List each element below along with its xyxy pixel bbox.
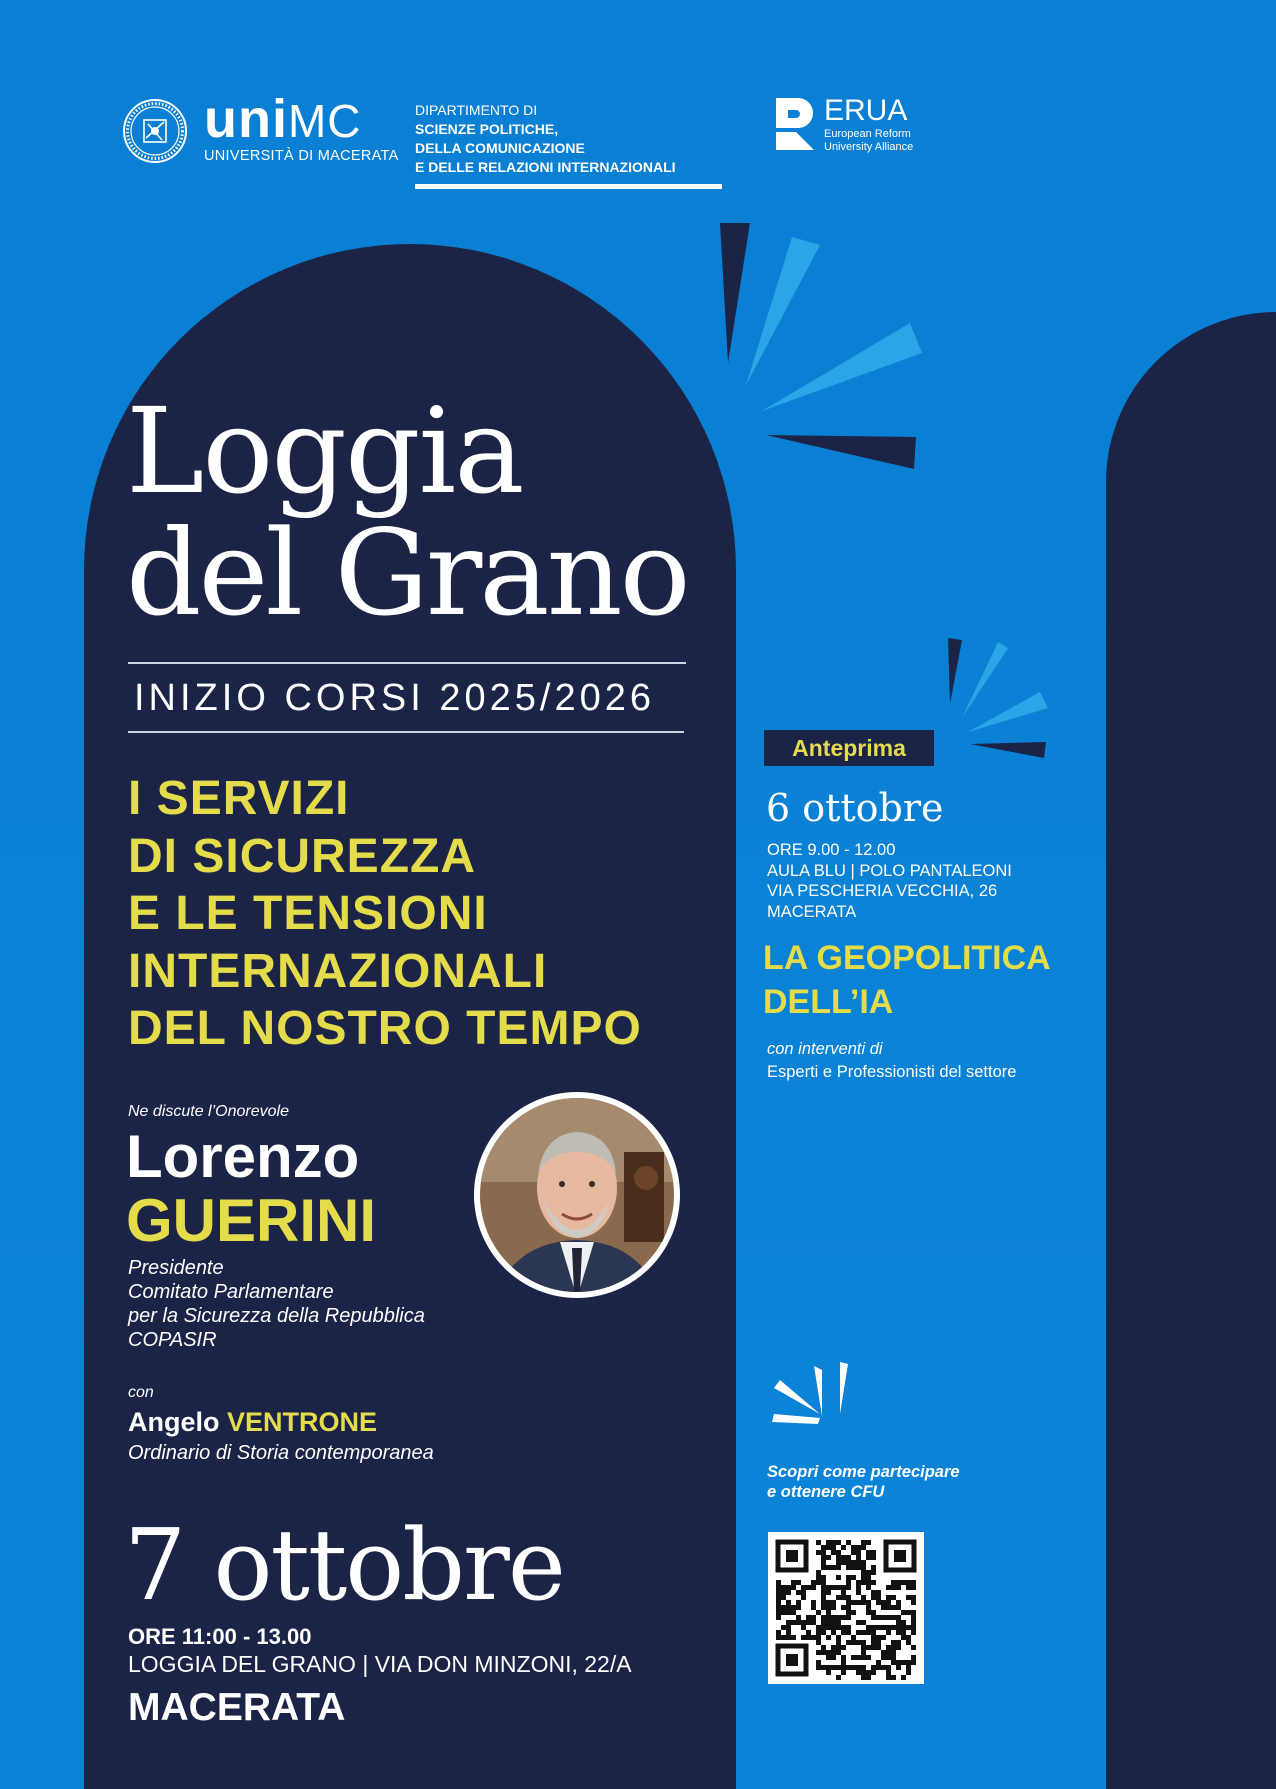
- preview-badge-label: Anteprima: [792, 735, 906, 761]
- qr-code[interactable]: [768, 1532, 924, 1684]
- topic-line-2: DI SICUREZZA: [128, 829, 476, 883]
- speaker-role-line-2: Comitato Parlamentare: [128, 1281, 334, 1303]
- preview-details: [767, 840, 1012, 922]
- unimc-logo-uni: uni: [204, 89, 288, 149]
- preview-time: ORE 9.00 - 12.00: [767, 841, 896, 859]
- department-name: [415, 101, 735, 177]
- preview-address: VIA PESCHERIA VECCHIA, 26: [767, 882, 998, 900]
- speaker-role: [128, 1256, 425, 1352]
- erua-logo-subtitle: [824, 128, 913, 154]
- department-line-4: E DELLE RELAZIONI INTERNAZIONALI: [415, 159, 676, 175]
- erua-logo-icon: [774, 96, 816, 152]
- preview-badge: [764, 730, 934, 766]
- preview-city: MACERATA: [767, 902, 857, 921]
- main-event-city: MACERATA: [128, 1686, 346, 1729]
- university-seal-icon: [122, 98, 188, 164]
- speaker-role-line-1: Presidente: [128, 1257, 224, 1279]
- speaker-intro: Ne discute l’Onorevole: [128, 1103, 289, 1120]
- title-line-2: del Grano: [126, 504, 688, 642]
- main-event-date: 7 ottobre: [124, 1509, 564, 1623]
- title-line-1: Loggia: [126, 382, 523, 520]
- speaker-role-line-3: per la Sicurezza della Repubblica: [128, 1305, 425, 1327]
- preview-title-line-1: LA GEOPOLITICA: [763, 939, 1051, 977]
- speaker-last-name: GUERINI: [126, 1187, 377, 1254]
- preview-contributors-intro: con interventi di: [767, 1040, 883, 1058]
- erua-logo-word: ERUA: [824, 94, 908, 127]
- subtitle-rule-top: [128, 662, 686, 664]
- topic-title: [128, 770, 642, 1058]
- topic-line-5: DEL NOSTRO TEMPO: [128, 1002, 642, 1055]
- department-underline: [415, 184, 722, 189]
- cfu-line-2: e ottenere CFU: [767, 1483, 885, 1501]
- guest-name: [128, 1406, 377, 1438]
- erua-sub-line-2: University Alliance: [824, 141, 914, 153]
- guest-last-name: VENTRONE: [227, 1407, 378, 1437]
- topic-line-1: I SERVIZI: [128, 772, 350, 825]
- side-arch-panel: [1106, 312, 1276, 1789]
- subtitle: INIZIO CORSI 2025/2026: [134, 677, 655, 719]
- preview-place: AULA BLU | POLO PANTALEONI: [767, 861, 1012, 880]
- guest-role: Ordinario di Storia contemporanea: [128, 1442, 434, 1464]
- qr-code-icon: [768, 1532, 924, 1684]
- guest-con: con: [128, 1384, 154, 1401]
- guest-first-name: Angelo: [128, 1407, 220, 1437]
- preview-contributors-names: Esperti e Professionisti del settore: [767, 1063, 1017, 1081]
- speaker-first-name: Lorenzo: [126, 1123, 360, 1190]
- preview-date: 6 ottobre: [766, 786, 944, 830]
- unimc-logo-subtitle: UNIVERSITÀ DI MACERATA: [204, 148, 399, 164]
- unimc-logo-word: [204, 89, 362, 149]
- speaker-photo-icon: [474, 1092, 680, 1298]
- unimc-logo-mc: MC: [287, 95, 362, 147]
- speaker-portrait: [474, 1092, 680, 1298]
- cfu-line-1: Scopri come partecipare: [767, 1463, 960, 1481]
- department-line-2: SCIENZE POLITICHE,: [415, 121, 559, 137]
- subtitle-rule-bottom: [128, 731, 684, 733]
- topic-line-3: E LE TENSIONI: [128, 887, 488, 940]
- cfu-info: [767, 1462, 960, 1502]
- erua-sub-line-1: European Reform: [824, 128, 911, 140]
- department-line-1: DIPARTIMENTO DI: [415, 102, 538, 118]
- decorative-rays-top-icon: [700, 215, 950, 475]
- main-event-time: ORE 11:00 - 13.00: [128, 1624, 312, 1649]
- preview-contributors: [767, 1038, 1016, 1084]
- speaker-role-line-4: COPASIR: [128, 1329, 217, 1351]
- preview-title: [763, 936, 1051, 1024]
- department-line-3: DELLA COMUNICAZIONE: [415, 140, 585, 156]
- preview-title-line-2: DELL’IA: [763, 983, 894, 1021]
- decorative-rays-middle-icon: [940, 630, 1060, 760]
- topic-line-4: INTERNAZIONALI: [128, 944, 548, 998]
- decorative-rays-bottom-icon: [770, 1358, 850, 1428]
- main-event-place: LOGGIA DEL GRANO | VIA DON MINZONI, 22/A: [128, 1651, 632, 1677]
